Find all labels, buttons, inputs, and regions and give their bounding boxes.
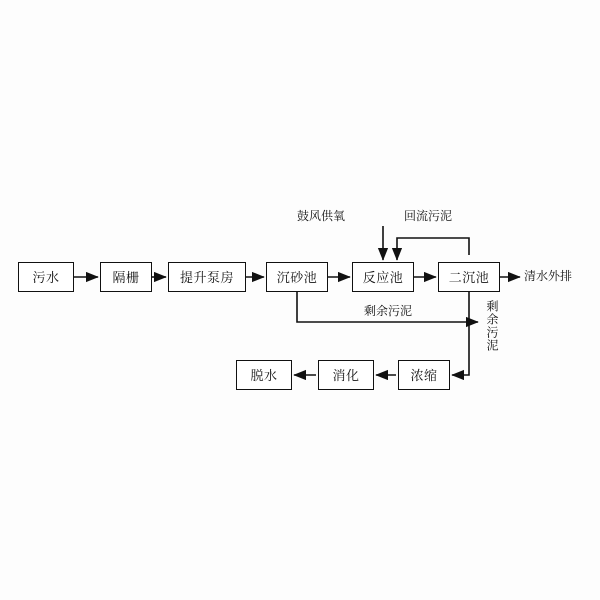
node-grille[interactable]: 隔栅 [100, 262, 152, 292]
label-return-sludge: 回流污泥 [404, 209, 453, 223]
node-pump-house[interactable]: 提升泵房 [168, 262, 246, 292]
label-excess-sludge-vertical: 剩余污泥 [485, 300, 499, 352]
label-blower-oxygen: 鼓风供氧 [297, 209, 346, 223]
node-thickening[interactable]: 浓缩 [398, 360, 450, 390]
node-grit-chamber[interactable]: 沉砂池 [266, 262, 328, 292]
label-excess-sludge: 剩余污泥 [364, 304, 413, 318]
node-dewatering[interactable]: 脱水 [236, 360, 292, 390]
node-secondary-clarifier[interactable]: 二沉池 [438, 262, 500, 292]
node-sewage[interactable]: 污水 [18, 262, 74, 292]
label-clean-water-discharge: 清水外排 [524, 269, 573, 283]
node-reaction-tank[interactable]: 反应池 [352, 262, 414, 292]
node-digestion[interactable]: 消化 [318, 360, 374, 390]
